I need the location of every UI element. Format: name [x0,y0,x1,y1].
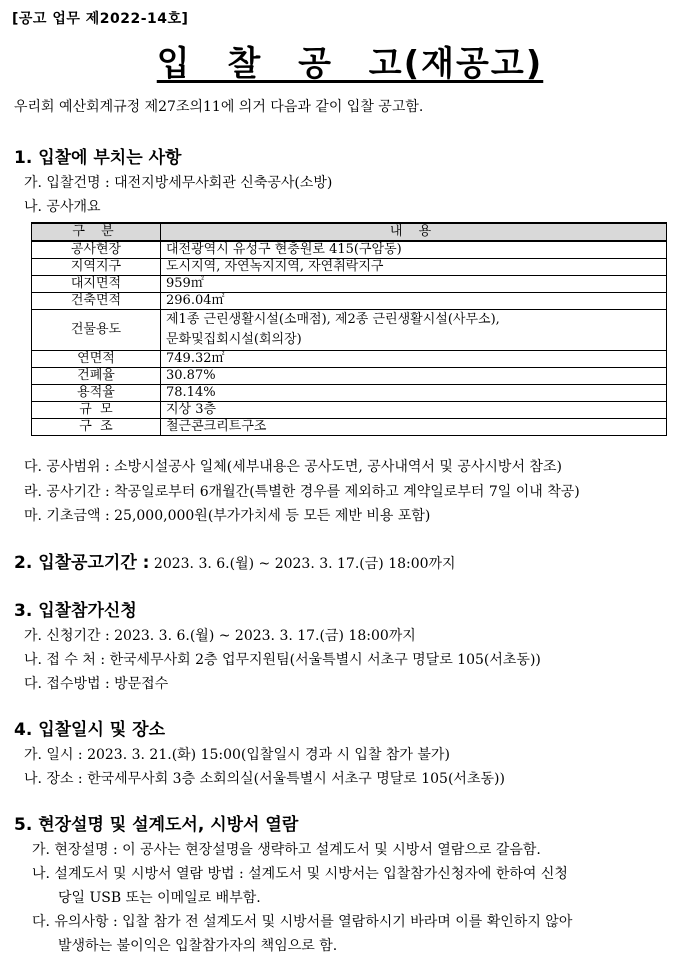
row-value: 296.04㎡ [161,293,667,310]
row-value-line-1: 제1종 근린생활시설(소매점), 제2종 근린생활시설(사무소), [166,312,500,327]
table-row [32,293,667,310]
row-key: 지역지구 [32,259,161,276]
section-2-period: 2023. 3. 6.(월) ~ 2023. 3. 17.(금) 18:00까지 [149,556,456,572]
s4-item-ga: 가. 일시 : 2023. 3. 21.(화) 15:00(입찰일시 경과 시 입찰 참가 불가) [24,747,450,763]
row-value: 30.87% [161,368,667,385]
s4-item-na: 나. 장소 : 한국세무사회 3층 소회의실(서울특별시 서초구 명달로 105(서초동)) [24,771,505,787]
row-value: 대전광역시 유성구 현충원로 415(구암동) [161,241,667,259]
table-header-content: 내 용 [161,223,667,241]
row-key: 건축면적 [32,293,161,310]
s1-item-ga: 가. 입찰건명 : 대전지방세무사회관 신축공사(소방) [24,175,333,191]
section-1-heading: 1. 입찰에 부치는 사항 [14,148,182,168]
row-value: 도시지역, 자연녹지지역, 자연취락지구 [161,259,667,276]
row-key: 건폐율 [32,368,161,385]
s3-item-ga: 가. 신청기간 : 2023. 3. 6.(월) ~ 2023. 3. 17.(금) 18:00까지 [24,628,416,644]
table-row [32,259,667,276]
table-row [32,241,667,259]
row-key: 규 모 [32,402,161,419]
s5-item-na-line1: 나. 설계도서 및 시방서 열람 방법 : 설계도서 및 시방서는 입찰참가신청자에 한하여 신청 [32,866,568,882]
table-header-category: 구 분 [32,223,161,241]
s5-item-da-line1: 다. 유의사항 : 입찰 참가 전 설계도서 및 시방서를 열람하시기 바라며 이를 확인하지 않아 [32,914,573,930]
table-row [32,276,667,293]
notice-number: [공고 업무 제2022-14호] [12,11,189,27]
table-row [32,385,667,402]
row-value [161,310,667,351]
row-value-line-2: 문화및집회시설(회의장) [166,332,302,347]
row-key: 용적율 [32,385,161,402]
row-value: 749.32㎡ [161,351,667,368]
s5-item-ga: 가. 현장설명 : 이 공사는 현장설명을 생략하고 설계도서 및 시방서 열람으로 갈음함. [32,842,541,858]
row-value: 철근콘크리트구조 [161,419,667,436]
section-4-heading: 4. 입찰일시 및 장소 [14,720,165,740]
section-2-label: 2. 입찰공고기간 : [14,553,150,573]
s1-item-ra: 라. 공사기간 : 착공일로부터 6개월간(특별한 경우를 제외하고 계약일로부터 7일 이내 착공) [24,484,580,500]
intro-text: 우리회 예산회계규정 제27조의11에 의거 다음과 같이 입찰 공고함. [14,99,424,115]
s5-item-da-line2: 발생하는 불이익은 입찰참가자의 책임으로 함. [58,938,338,954]
s1-item-ma: 마. 기초금액 : 25,000,000원(부가가치세 등 모든 제반 비용 포함) [24,508,431,524]
s1-item-da: 다. 공사범위 : 소방시설공사 일체(세부내용은 공사도면, 공사내역서 및 공사시방서 참조) [24,459,562,475]
table-row [32,402,667,419]
row-key: 연면적 [32,351,161,368]
s1-item-na: 나. 공사개요 [24,199,101,215]
project-overview-table [31,222,667,436]
table-header-row [32,223,667,241]
table-row [32,351,667,368]
section-5-heading: 5. 현장설명 및 설계도서, 시방서 열람 [14,815,299,835]
table-row [32,419,667,436]
row-key: 공사현장 [32,241,161,259]
row-key: 대지면적 [32,276,161,293]
row-value: 지상 3층 [161,402,667,419]
s3-item-da: 다. 접수방법 : 방문접수 [24,676,169,692]
row-key: 구 조 [32,419,161,436]
section-2-heading [14,548,456,573]
s5-item-na-line2: 당일 USB 또는 이메일로 배부함. [58,890,261,906]
row-value: 959㎡ [161,276,667,293]
table-row [32,368,667,385]
section-3-heading: 3. 입찰참가신청 [14,601,137,621]
table-row [32,310,667,351]
row-key: 건물용도 [32,310,161,351]
s3-item-na: 나. 접 수 처 : 한국세무사회 2층 업무지원팀(서울특별시 서초구 명달로 105(서초동)) [24,652,541,668]
row-value: 78.14% [161,385,667,402]
page-title: 입 찰 공 고(재공고) [156,44,544,84]
